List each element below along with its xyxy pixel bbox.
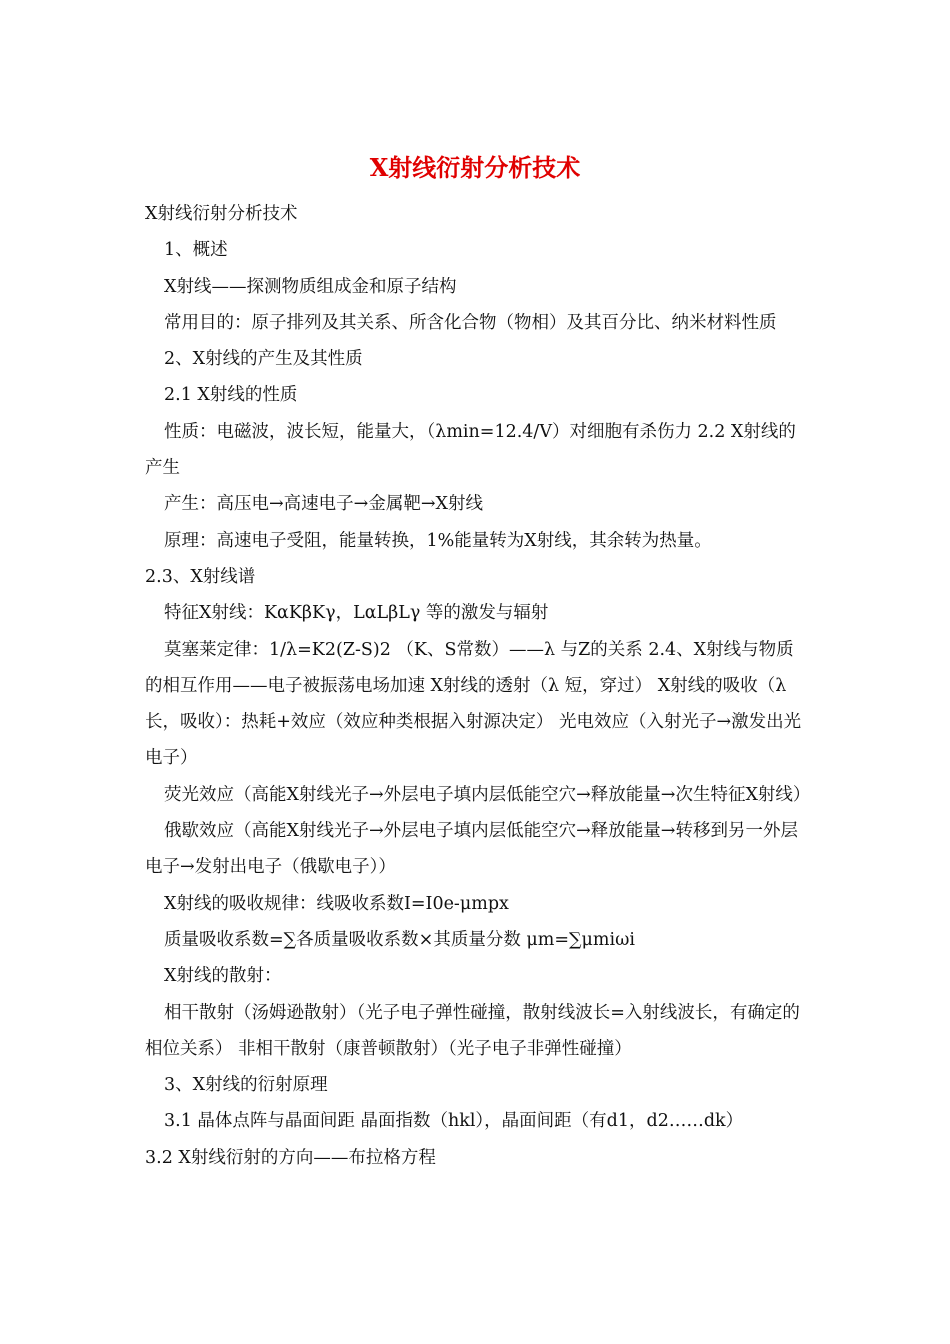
paragraph: 产生：高压电→高速电子→金属靶→X射线 [164,494,483,515]
paragraph: 俄歇效应（高能X射线光子→外层电子填内层低能空穴→释放能量→转移到另一外层电子→发射出电子（俄歇电子）） [145,821,798,878]
paragraph: 莫塞莱定律：1/λ=K2(Z-S)2 （K、S常数）——λ 与Z的关系 2.4、X射线与物质的相互作用——电子被振荡电场加速 X射线的透射（λ 短，穿过） X射线的吸收（λ 长，吸收）：热耗+效应（效应种类根据入射源决定） 光电效应（入射光子→激发出光电子） [145,639,802,769]
paragraph: 质量吸收系数=∑各质量吸收系数×其质量分数 μm=∑μmiωi [164,929,635,950]
paragraph: 1、概述 [164,240,228,261]
document-body [145,196,811,1176]
paragraph: 2.1 X射线的性质 [164,385,298,406]
paragraph: 2.3、X射线谱 [145,566,256,587]
paragraph: 3.2 X射线衍射的方向——布拉格方程 [145,1147,436,1168]
paragraph: 2、X射线的产生及其性质 [164,349,363,370]
document-title: X射线衍射分析技术 [369,153,581,182]
paragraph: 特征X射线：KαKβKγ，LαLβLγ 等的激发与辐射 [164,603,549,624]
paragraph: 3.1 晶体点阵与晶面间距 晶面指数（hkl），晶面间距（有d1，d2……dk） [164,1111,744,1132]
paragraph: 相干散射（汤姆逊散射）（光子电子弹性碰撞，散射线波长=入射线波长，有确定的相位关系） 非相干散射（康普顿散射）（光子电子非弹性碰撞） [145,1002,800,1059]
paragraph: X射线的吸收规律：线吸收系数I=I0e-μmpx [164,893,509,914]
paragraph: X射线——探测物质组成金和原子结构 [164,276,457,297]
paragraph: 3、X射线的衍射原理 [164,1075,328,1096]
paragraph: 原理：高速电子受阻，能量转换，1%能量转为X射线，其余转为热量。 [164,530,712,551]
paragraph: X射线的散射： [164,966,282,987]
paragraph: 荧光效应（高能X射线光子→外层电子填内层低能空穴→释放能量→次生特征X射线） [164,784,811,805]
paragraph: 性质：电磁波，波长短，能量大，（λmin=12.4/V）对细胞有杀伤力 2.2 X射线的产生 [145,421,796,479]
paragraph: 常用目的：原子排列及其关系、所含化合物（物相）及其百分比、纳米材料性质 [164,312,777,333]
paragraph: X射线衍射分析技术 [145,204,298,224]
